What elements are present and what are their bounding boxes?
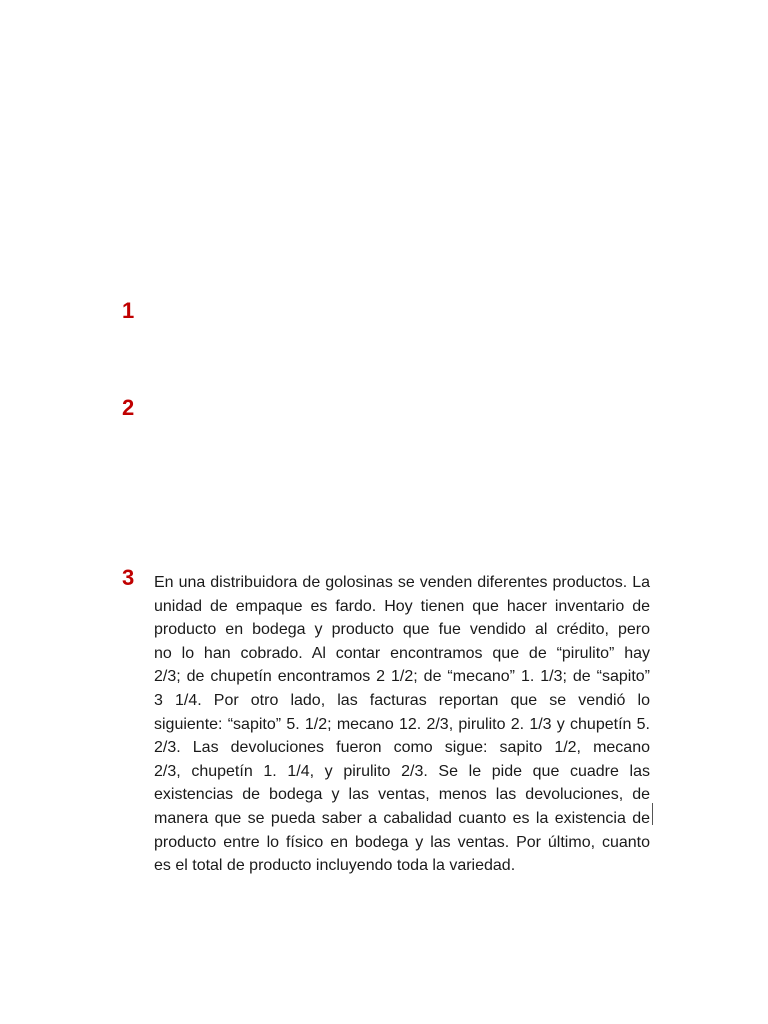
item-number-1: 1: [122, 298, 135, 323]
paragraph-line: 3 1/4. Por otro lado, las facturas reportan que se vendió lo: [154, 691, 650, 709]
paragraph-line: 2/3, chupetín 1. 1/4, y pirulito 2/3. Se le pide que cuadre las: [154, 762, 650, 780]
paragraph-line: En una distribuidora de golosinas se venden diferentes productos. La: [154, 574, 650, 591]
problem-paragraph: [154, 571, 650, 878]
paragraph-line: producto entre lo físico en bodega y las ventas. Por último, cuanto: [154, 833, 650, 851]
paragraph-line: unidad de empaque es fardo. Hoy tienen que hacer inventario de: [154, 597, 650, 615]
paragraph-line: no lo han cobrado. Al contar encontramos que de “pirulito” hay: [154, 644, 650, 662]
item-number-2: 2: [122, 395, 135, 420]
paragraph-line: es el total de producto incluyendo toda la variedad.: [154, 857, 516, 875]
paragraph-line: 2/3; de chupetín encontramos 2 1/2; de “mecano” 1. 1/3; de “sapito”: [154, 668, 650, 686]
text-cursor: [652, 803, 653, 825]
paragraph-line: siguiente: “sapito” 5. 1/2; mecano 12. 2/3, pirulito 2. 1/3 y chupetín 5.: [154, 715, 650, 733]
paragraph-line: manera que se pueda saber a cabalidad cuanto es la existencia de: [154, 809, 650, 827]
item-number-3: 3: [122, 565, 135, 590]
paragraph-line: existencias de bodega y las ventas, menos las devoluciones, de: [154, 786, 650, 804]
paragraph-line: producto en bodega y producto que fue vendido al crédito, pero: [154, 621, 650, 639]
paragraph-line: 2/3. Las devoluciones fueron como sigue: sapito 1/2, mecano: [154, 739, 650, 757]
